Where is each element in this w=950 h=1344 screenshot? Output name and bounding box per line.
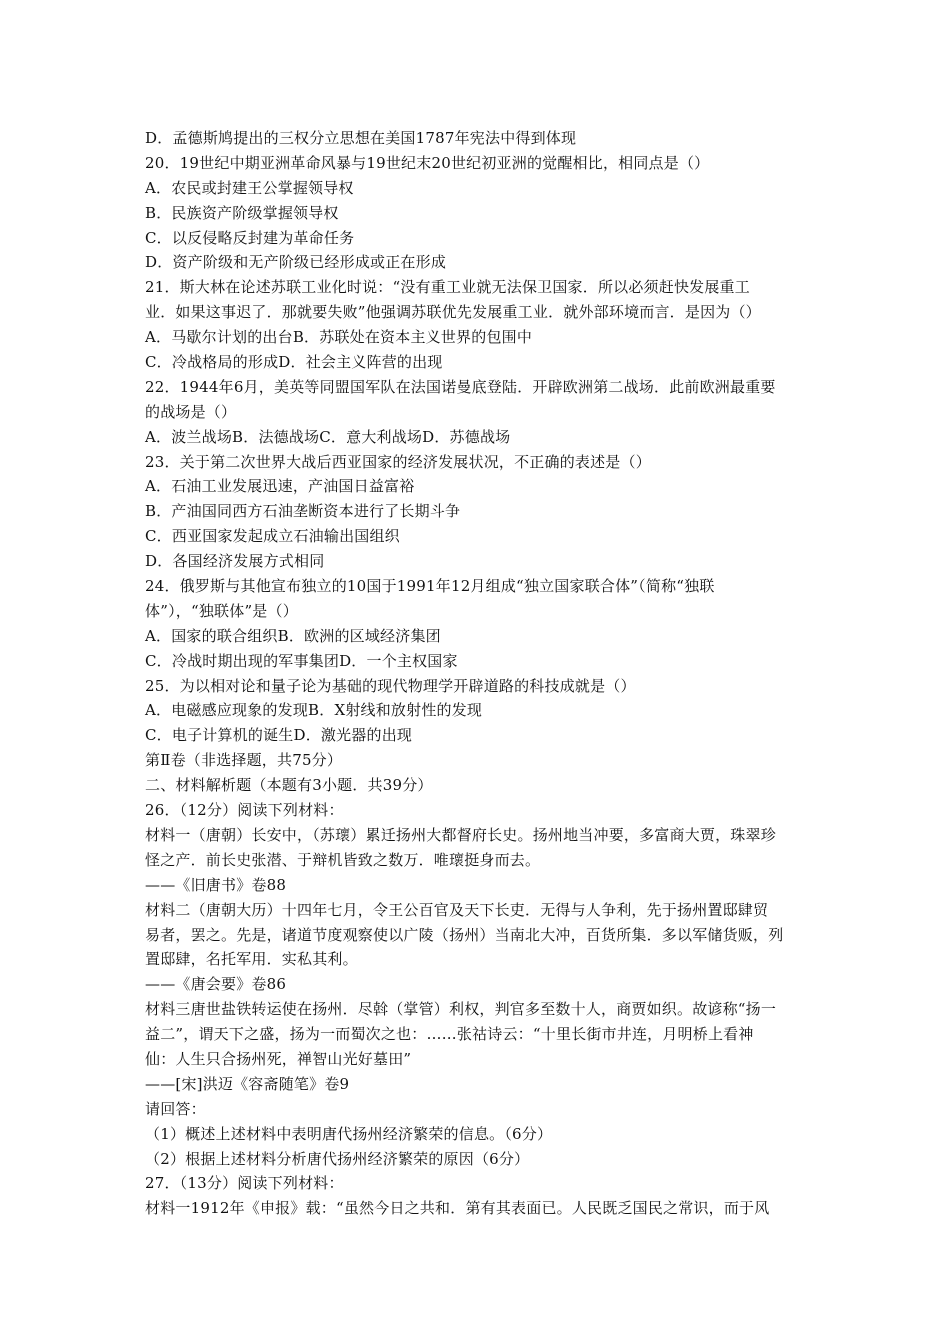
material-source: ——《旧唐书》卷88 (145, 875, 287, 894)
option-line: D．各国经济发展方式相同 (145, 552, 325, 571)
material-text: 材料二（唐朝大历）十四年七月，令王公百官及天下长吏．无得与人争利，先于扬州置邸肆贸 (145, 900, 769, 919)
material-text: 置邸肆，名托军用．实私其利。 (145, 950, 358, 969)
material-source: ——[宋]洪迈《容斋随笔》卷9 (145, 1074, 350, 1093)
material-text: 仙：人生只合扬州死，禅智山光好墓田” (145, 1049, 412, 1068)
material-text: 材料三唐世盐铁转运使在扬州．尽斡（掌管）利权，判官多至数十人，商贾如织。故谚称“扬一 (145, 1000, 777, 1019)
material-text: 怪之产．前长史张潜、于辩机皆致之数万．唯瓌挺身而去。 (145, 850, 541, 869)
option-line: B．产油国同西方石油垄断资本进行了长期斗争 (145, 502, 461, 521)
prompt-text: 请回答： (145, 1099, 206, 1118)
question-27-stem: 27．（13分）阅读下列材料： (145, 1174, 344, 1193)
option-line: D．资产阶级和无产阶级已经形成或正在形成 (145, 253, 447, 272)
material-text: 材料一1912年《申报》载：“虽然今日之共和．第有其表面已。人民既乏国民之常识，而于风 (145, 1199, 770, 1218)
question-20-stem: 20．19世纪中期亚洲革命风暴与19世纪末20世纪初亚洲的觉醒相比，相同点是（） (145, 153, 710, 172)
material-text: 易者，罢之。先是，诸道节度观察使以广陵（扬州）当南北大冲，百货所集．多以军储货贩，列 (145, 925, 784, 944)
material-source: ——《唐会要》卷86 (145, 975, 287, 994)
question-23-stem: 23．关于第二次世界大战后西亚国家的经济发展状况，不正确的表述是（） (145, 452, 651, 471)
material-text: 材料一（唐朝）长安中，（苏瓌）累迁扬州大都督府长史。扬州地当冲要，多富商大贾，珠翠珍 (145, 825, 776, 844)
option-line: A．农民或封建王公掌握领导权 (145, 178, 354, 197)
option-line: A．波兰战场B．法德战场C．意大利战场D．苏德战场 (145, 427, 511, 446)
question-21-stem: 21．斯大林在论述苏联工业化时说：“没有重工业就无法保卫国家．所以必须赶快发展重工 (145, 278, 750, 297)
option-line: C．西亚国家发起成立石油输出国组织 (145, 527, 400, 546)
question-24-stem-cont: 体”），“独联体”是（） (145, 601, 298, 620)
section-heading: 二、材料解析题（本题有3小题．共39分） (145, 776, 433, 795)
question-22-stem-cont: 的战场是（） (145, 402, 237, 421)
text-line: D．孟德斯鸠提出的三权分立思想在美国1787年宪法中得到体现 (145, 129, 577, 147)
option-line: C．以反侵略反封建为革命任务 (145, 228, 355, 247)
question-26-stem: 26．（12分）阅读下列材料： (145, 801, 344, 820)
document-page (145, 126, 815, 1221)
option-line: C．冷战时期出现的军事集团D．一个主权国家 (145, 651, 458, 670)
material-text: 益二”，谓天下之盛，扬为一而蜀次之也：……张祜诗云：“十里长街市井连，月明桥上看神 (145, 1025, 754, 1044)
option-line: A．电磁感应现象的发现B．X射线和放射性的发现 (145, 701, 483, 720)
option-line: A．马歇尔计划的出台B．苏联处在资本主义世界的包围中 (145, 328, 533, 347)
option-line: C．冷战格局的形成D．社会主义阵营的出现 (145, 353, 443, 372)
option-line: A．国家的联合组织B．欧洲的区域经济集团 (145, 626, 441, 645)
section-heading: 第Ⅱ卷（非选择题，共75分） (145, 751, 343, 770)
question-25-stem: 25．为以相对论和量子论为基础的现代物理学开辟道路的科技成就是（） (145, 676, 636, 695)
question-22-stem: 22．1944年6月，美英等同盟国军队在法国诺曼底登陆．开辟欧洲第二战场．此前欧洲最重要 (145, 377, 776, 396)
question-21-stem-cont: 业．如果这事迟了．那就要失败”他强调苏联优先发展重工业．就外部环境而言．是因为（） (145, 303, 761, 322)
sub-question: （1）概述上述材料中表明唐代扬州经济繁荣的信息。（6分） (145, 1124, 553, 1143)
option-line: B．民族资产阶级掌握领导权 (145, 203, 339, 222)
sub-question: （2）根据上述材料分析唐代扬州经济繁荣的原因（6分） (145, 1149, 530, 1168)
question-24-stem: 24．俄罗斯与其他宣布独立的10国于1991年12月组成“独立国家联合体”（简称“独联 (145, 577, 715, 596)
option-line: A．石油工业发展迅速，产油国日益富裕 (145, 477, 415, 496)
option-line: C．电子计算机的诞生D．激光器的出现 (145, 726, 413, 745)
